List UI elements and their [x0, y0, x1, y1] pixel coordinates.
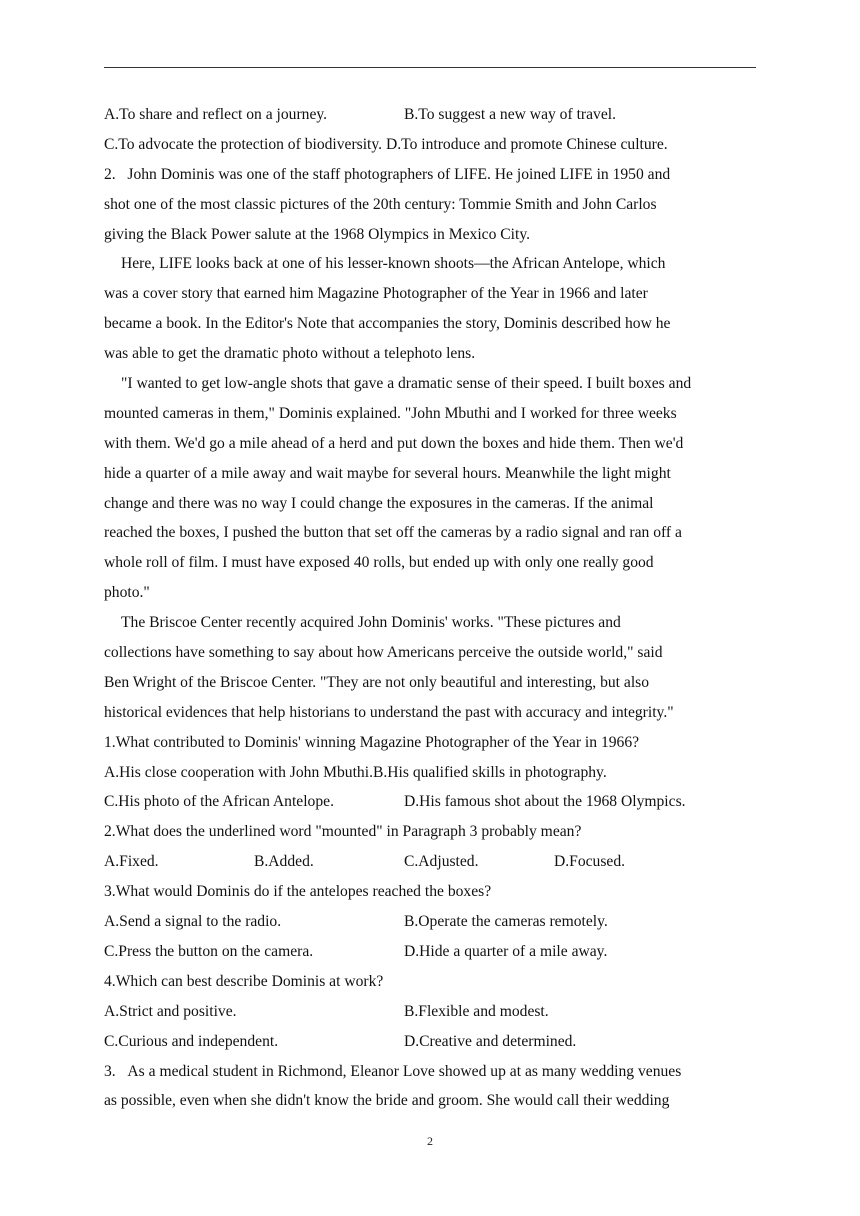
- option-c: C.Adjusted.: [404, 853, 479, 871]
- option-d: D.Hide a quarter of a mile away.: [404, 942, 608, 960]
- question-options-row: [104, 997, 764, 1027]
- option-a: A.To share and reflect on a journey.: [104, 106, 328, 123]
- prev-question-options-row2: [104, 130, 764, 160]
- option-b: B.Operate the cameras remotely.: [404, 913, 608, 931]
- passage2-line: whole roll of film. I must have exposed 40 rolls, but ended up with only one really good: [104, 554, 654, 572]
- option-c: C.His photo of the African Antelope.: [104, 793, 334, 811]
- passage2-line: The Briscoe Center recently acquired John Dominis' works. "These pictures and: [121, 614, 621, 632]
- passage2-line: was able to get the dramatic photo without a telephoto lens.: [104, 345, 476, 363]
- option-b: B.To suggest a new way of travel.: [404, 106, 616, 123]
- question-options-row: [104, 847, 764, 877]
- option-c: C.Press the button on the camera.: [104, 942, 314, 960]
- prev-question-options-row1: [104, 100, 764, 130]
- option-d: D.Creative and determined.: [404, 1032, 577, 1050]
- passage2-line: change and there was no way I could change the exposures in the cameras. If the animal: [104, 494, 654, 512]
- option-a: A.Strict and positive.: [104, 1002, 237, 1020]
- option-d: D.His famous shot about the 1968 Olympics.: [404, 793, 686, 811]
- option-b: B.Flexible and modest.: [404, 1002, 549, 1020]
- question-stem: 1.What contributed to Dominis' winning Magazine Photographer of the Year in 1966?: [104, 733, 640, 751]
- passage2-line: hide a quarter of a mile away and wait maybe for several hours. Meanwhile the light might: [104, 464, 671, 482]
- passage2-line: "I wanted to get low-angle shots that gave a dramatic sense of their speed. I built boxes and: [121, 375, 692, 393]
- question-stem: 3.What would Dominis do if the antelopes reached the boxes?: [104, 883, 492, 901]
- question-stem: 2.What does the underlined word "mounted" in Paragraph 3 probably mean?: [104, 823, 582, 841]
- option-b: B.Added.: [254, 853, 314, 871]
- question-options-row: [104, 937, 764, 967]
- passage2-line: mounted cameras in them," Dominis explained. "John Mbuthi and I worked for three weeks: [104, 404, 677, 422]
- option-c: C.To advocate the protection of biodiversity.: [104, 135, 383, 153]
- passage2-line: historical evidences that help historians to understand the past with accuracy and integrity.": [104, 703, 674, 721]
- option-a: A.Fixed.: [104, 853, 159, 871]
- passage2-line: reached the boxes, I pushed the button that set off the cameras by a radio signal and ran off a: [104, 524, 682, 542]
- option-d: D.Focused.: [554, 853, 626, 871]
- passage2-line: collections have something to say about how Americans perceive the outside world," said: [104, 644, 663, 662]
- option-a: A.Send a signal to the radio.: [104, 913, 282, 931]
- option-b: B.His qualified skills in photography.: [372, 763, 607, 781]
- passage2-line: photo.": [104, 584, 150, 602]
- passage2-line: was a cover story that earned him Magazine Photographer of the Year in 1966 and later: [104, 285, 648, 303]
- passage2-line: shot one of the most classic pictures of the 20th century: Tommie Smith and John Carlos: [104, 195, 657, 213]
- header-rule: [104, 67, 756, 68]
- passage3-line: 3. As a medical student in Richmond, Eleanor Love showed up at as many wedding venues: [104, 1062, 682, 1080]
- option-a: A.His close cooperation with John Mbuthi.: [104, 763, 373, 781]
- question-options-row: [104, 1027, 764, 1057]
- option-c: C.Curious and independent.: [104, 1032, 279, 1050]
- passage2-line: 2. John Dominis was one of the staff photographers of LIFE. He joined LIFE in 1950 and: [104, 165, 671, 183]
- passage2-line: with them. We'd go a mile ahead of a herd and put down the boxes and hide them. Then we'd: [104, 434, 684, 452]
- question-options-row: [104, 907, 764, 937]
- question-stem: 4.Which can best describe Dominis at work?: [104, 972, 384, 990]
- passage2-line: became a book. In the Editor's Note that accompanies the story, Dominis described how he: [104, 315, 671, 333]
- option-d: D.To introduce and promote Chinese culture.: [385, 135, 668, 153]
- page-body: [104, 100, 764, 1116]
- question-options-row: [104, 787, 764, 817]
- page-number: 2: [427, 1134, 433, 1148]
- passage3-line: as possible, even when she didn't know the bride and groom. She would call their wedding: [104, 1092, 670, 1110]
- passage2-line: Ben Wright of the Briscoe Center. "They are not only beautiful and interesting, but also: [104, 673, 650, 691]
- passage2-line: giving the Black Power salute at the 1968 Olympics in Mexico City.: [104, 225, 531, 243]
- passage2-line: Here, LIFE looks back at one of his lesser-known shoots—the African Antelope, which: [121, 255, 666, 273]
- question-options-row: [104, 758, 764, 788]
